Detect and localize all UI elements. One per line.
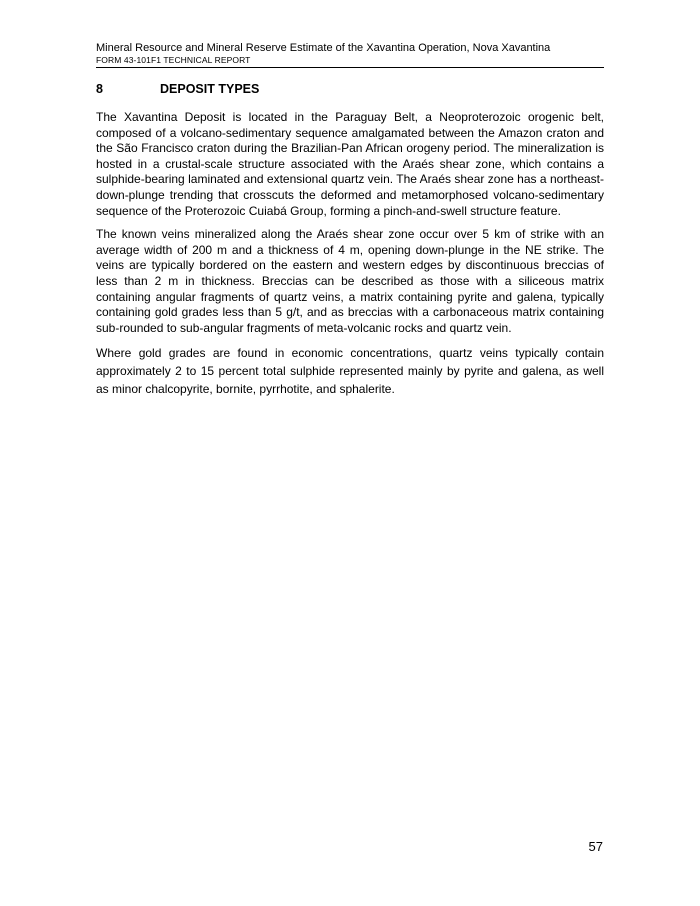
body-text	[96, 110, 604, 406]
section-number: 8	[96, 82, 103, 96]
header-divider	[96, 67, 604, 68]
page-number: 57	[588, 839, 603, 854]
section-heading	[96, 81, 259, 97]
paragraph-gold-grades: Where gold grades are found in economic concentrations, quartz veins typically contain approximately 2 to 15 percent total sulphide represented mainly by pyrite and galena, as well as minor chalcopyrite, bornite, pyrrhotite, and sphalerite.	[96, 346, 604, 397]
report-title: Mineral Resource and Mineral Reserve Estimate of the Xavantina Operation, Nova Xavantina	[96, 42, 551, 54]
paragraph-deposit-location: The Xavantina Deposit is located in the Paraguay Belt, a Neoproterozoic orogenic belt, composed of a volcano-sedimentary sequence amalgamated between the Amazon craton and the São Francisco craton during the Brazilian-Pan African orogeny period. The mineralization is hosted in a crustal-scale structure associated with the Araés shear zone, which contains a sulphide-bearing laminated and extensional quartz vein. The Araés shear zone has a northeast-down-plunge trending that crosscuts the deformed and metamorphosed volcano-sedimentary sequence of the Proterozoic Cuiabá Group, forming a pinch-and-swell structure feature.	[96, 110, 604, 218]
page-header	[96, 42, 604, 66]
paragraph-veins-description: The known veins mineralized along the Araés shear zone occur over 5 km of strike with an average width of 200 m and a thickness of 4 m, opening down-plunge in the NE strike. The veins are typically bordered on the eastern and western edges by discontinuous breccias of less than 2 m in thickness. Breccias can be described as those with a siliceous matrix containing angular fragments of quartz veins, a matrix containing pyrite and galena, typically containing gold grades less than 5 g/t, and as breccias with a carbonaceous matrix containing sub-rounded to sub-angular fragments of meta-volcanic rocks and quartz vein.	[96, 227, 604, 335]
section-title: DEPOSIT TYPES	[160, 82, 260, 96]
report-form-label: FORM 43-101F1 TECHNICAL REPORT	[96, 55, 251, 65]
